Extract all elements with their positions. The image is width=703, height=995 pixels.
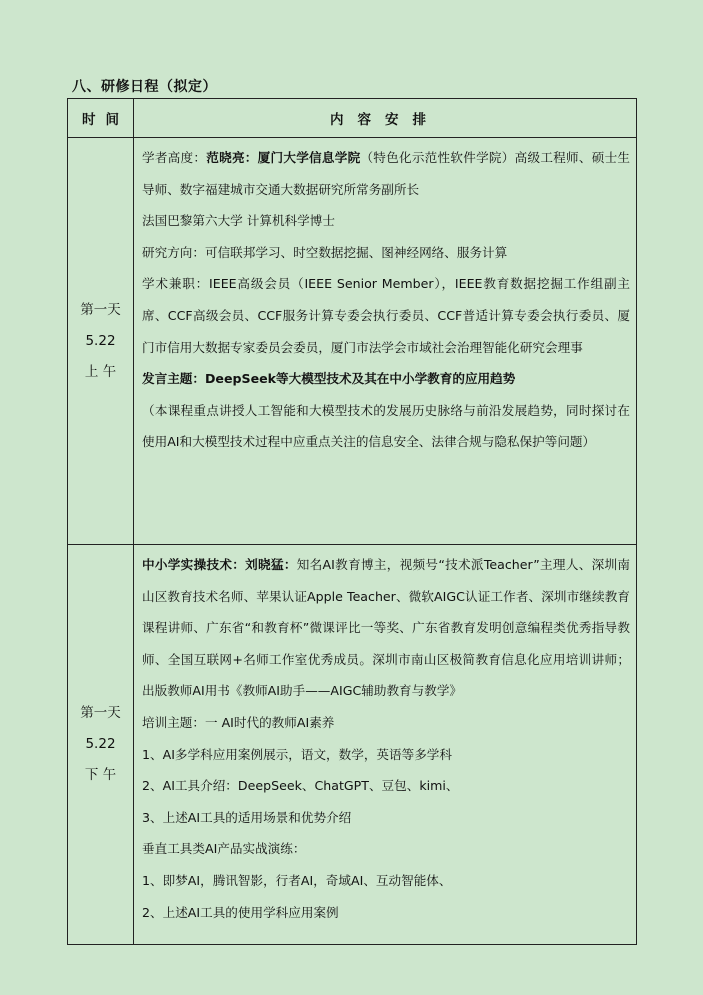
time-cell: [68, 138, 134, 545]
list-item: 垂直工具类AI产品实战演练：: [142, 841, 306, 857]
header-content: 内容安排: [134, 99, 637, 138]
period-label: 下 午: [84, 767, 117, 783]
table-row: [68, 545, 637, 945]
training-topic: 培训主题：一 AI时代的教师AI素养: [142, 714, 335, 730]
speaker-bio: [142, 549, 630, 707]
bio-prefix: 学者高度：: [142, 150, 207, 165]
research-direction: 研究方向：可信联邦学习、时空数据挖掘、图神经网络、服务计算: [142, 244, 508, 260]
speaker-name: 范晓亮：厦门大学信息学院: [206, 150, 361, 165]
table-row: [68, 138, 637, 545]
speaker-degree: 法国巴黎第六大学 计算机科学博士: [142, 213, 335, 229]
content-cell: [134, 545, 637, 945]
speaker-bio: [142, 142, 630, 205]
bio-text: 知名AI教育博主，视频号“技术派Teacher”主理人、深圳南山区教育技术名师、苹果认证Apple Teacher、微软AIGC认证工作者、深圳市继续教育课程讲师、广东省“和教育杯”微课评比一等奖、广东省教育发明创意编程类优秀指导教师、全国互联网+名师工作室优秀成员。深圳市南山区极简教育信息化应用培训讲师；出版教师AI用书《教师AI助手——AIGC辅助教育与教学》: [142, 557, 631, 699]
time-cell: [68, 545, 134, 945]
day-label: 第一天: [80, 301, 121, 318]
list-item: 2、AI工具介绍：DeepSeek、ChatGPT、豆包、kimi、: [142, 778, 459, 794]
speech-topic: 发言主题：DeepSeek等大模型技术及其在中小学教育的应用趋势: [142, 371, 516, 387]
content-cell: [134, 138, 637, 545]
list-item: 3、上述AI工具的适用场景和优势介绍: [142, 809, 352, 825]
schedule-table: [67, 98, 637, 945]
date-label: 5.22: [85, 332, 116, 349]
list-item: 2、上述AI工具的使用学科应用案例: [142, 904, 339, 920]
header-time: 时间: [68, 99, 134, 138]
bio-text: （特色化示范性软件学院）高级工程师、硕士生导师、数字福建城市交通大数据研究所常务副所长: [142, 150, 631, 197]
section-title: 八、研修日程（拟定）: [72, 79, 217, 95]
list-item: 1、AI多学科应用案例展示，语文，数学，英语等多学科: [142, 746, 452, 762]
academic-positions: 学术兼职：IEEE高级会员（IEEE Senior Member），IEEE教育数据挖掘工作组副主席、CCF高级会员、CCF服务计算专委会执行委员、CCF普适计算专委会执行委员、厦门市信用大数据专家委员会委员，厦门市法学会市域社会治理智能化研究会理事: [142, 276, 630, 355]
period-label: 上 午: [84, 363, 117, 380]
table-header-row: [68, 99, 637, 138]
date-label: 5.22: [85, 736, 116, 752]
speaker-name: 中小学实操技术：刘晓猛：: [142, 557, 297, 572]
day-label: 第一天: [80, 705, 121, 721]
list-item: 1、即梦AI，腾讯智影，行者AI，奇域AI、互动智能体、: [142, 872, 452, 888]
topic-description: （本课程重点讲授人工智能和大模型技术的发展历史脉络与前沿发展趋势，同时探讨在使用AI和大模型技术过程中应重点关注的信息安全、法律合规与隐私保护等问题）: [142, 402, 630, 450]
